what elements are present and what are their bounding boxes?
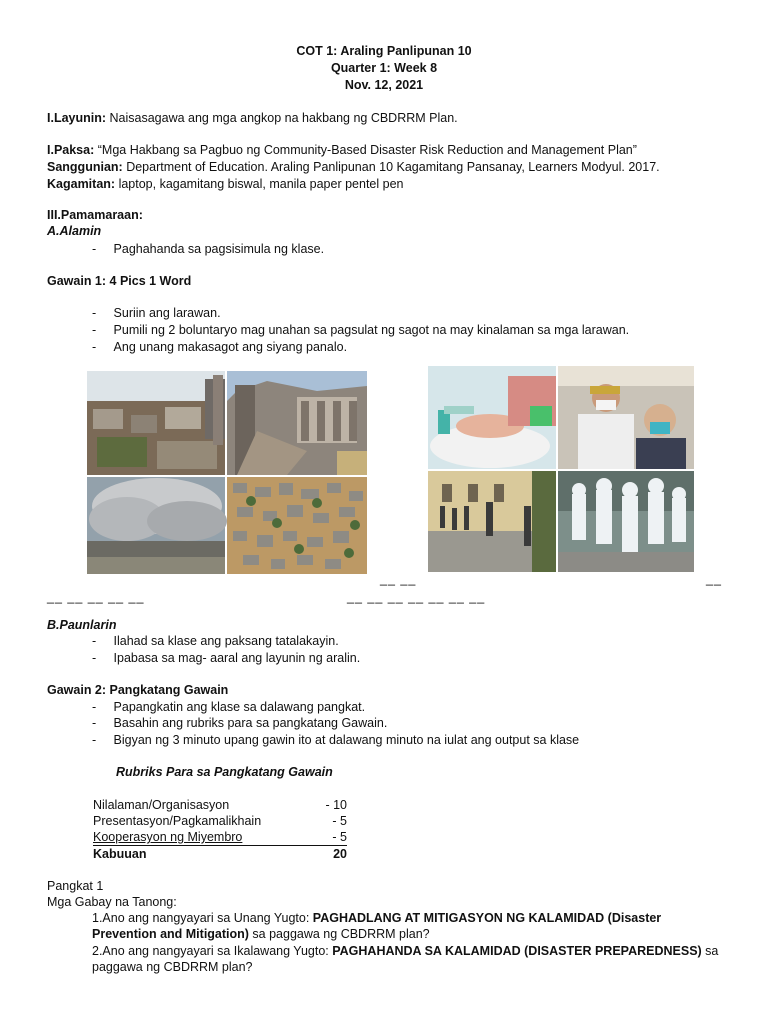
rubriks-row-label: Presentasyon/Pagkamalikhain xyxy=(93,814,262,828)
gawain1-item-text: Pumili ng 2 boluntaryo mag unahan sa pagsulat ng sagot na may kinalaman sa mga larawan. xyxy=(113,323,630,337)
paunlarin-item-text: Ilahad sa klase ang paksang tatalakayin. xyxy=(113,634,339,648)
pandemic-collage-image xyxy=(428,366,694,572)
gawain2-item-text: Papangkatin ang klase sa dalawang pangkat. xyxy=(113,700,366,714)
disaster-collage-image xyxy=(87,371,367,574)
pandemic-photo-collage xyxy=(428,366,694,572)
question-1-bold-cont: Prevention and Mitigation) xyxy=(92,927,249,941)
alamin-item-text: Paghahanda sa pagsisimula ng klase. xyxy=(113,242,325,256)
gawain1-item: - Pumili ng 2 boluntaryo mag unahan sa pagsulat ng sagot na may kinalaman sa mga larawan. xyxy=(92,323,630,337)
rubriks-row-value: - 5 xyxy=(332,830,347,844)
question-1-prefix: 1.Ano ang nangyayari sa Unang Yugto: xyxy=(92,911,313,925)
rubriks-total-value: 20 xyxy=(333,847,347,861)
rubriks-row-value: - 5 xyxy=(332,814,347,828)
gawain1-item-text: Ang unang makasagot ang siyang panalo. xyxy=(113,340,348,354)
alamin-item: - Paghahanda sa pagsisimula ng klase. xyxy=(92,242,325,256)
rubriks-row-value: - 10 xyxy=(325,798,347,812)
gawain1-item: - Suriin ang larawan. xyxy=(92,306,221,320)
question-1-cont xyxy=(92,927,430,941)
paksa-text: “Mga Hakbang sa Pagbuo ng Community-Based Disaster Risk Reduction and Management Plan” xyxy=(97,143,637,157)
rubriks-title: Rubriks Para sa Pangkatang Gawain xyxy=(116,765,333,779)
rubriks-total-label: Kabuuan xyxy=(93,847,147,861)
rubriks-row-label: Nilalaman/Organisasyon xyxy=(93,798,230,812)
header-title: COT 1: Araling Panlipunan 10 xyxy=(296,44,472,58)
gawain2-item: - Bigyan ng 3 minuto upang gawin ito at dalawang minuto na iulat ang output sa klase xyxy=(92,733,580,747)
gawain1-title: Gawain 1: 4 Pics 1 Word xyxy=(47,274,192,288)
rubriks-row-label: Kooperasyon ng Miyembro xyxy=(93,830,243,844)
question-2-cont: paggawa ng CBDRRM plan? xyxy=(92,960,253,974)
gawain2-item: - Papangkatin ang klase sa dalawang pangkat. xyxy=(92,700,366,714)
paunlarin-label: B.Paunlarin xyxy=(47,618,117,632)
question-2 xyxy=(92,944,718,958)
question-1-bold: PAGHADLANG AT MITIGASYON NG KALAMIDAD (Disaster xyxy=(312,911,662,925)
answer-blank-right-top[interactable]: __ __ xyxy=(380,572,417,586)
answer-blank-far-right[interactable]: __ xyxy=(706,572,722,586)
layunin-label: I.Layunin: xyxy=(47,111,107,125)
pangkat-subtitle: Mga Gabay na Tanong: xyxy=(47,895,177,909)
paksa-label: I.Paksa: xyxy=(47,143,95,157)
gawain2-item: - Basahin ang rubriks para sa pangkatang Gawain. xyxy=(92,716,388,730)
disaster-photo-collage xyxy=(87,371,367,574)
alamin-label: A.Alamin xyxy=(47,224,102,238)
question-2-bold: PAGHAHANDA SA KALAMIDAD (DISASTER PREPAREDNESS) xyxy=(332,944,702,958)
kagamitan-text: laptop, kagamitang biswal, manila paper pentel pen xyxy=(118,177,404,191)
question-1 xyxy=(92,911,661,925)
gawain2-item-text: Basahin ang rubriks para sa pangkatang Gawain. xyxy=(113,716,388,730)
kagamitan-line xyxy=(47,177,403,191)
paunlarin-item: - Ipabasa sa mag- aaral ang layunin ng aralin. xyxy=(92,651,361,665)
sanggunian-label: Sanggunian: xyxy=(47,160,123,174)
answer-blank-left[interactable]: __ __ __ __ __ xyxy=(47,590,145,604)
gawain2-title: Gawain 2: Pangkatang Gawain xyxy=(47,683,229,697)
rubriks-total-rule xyxy=(93,845,347,846)
gawain1-item-text: Suriin ang larawan. xyxy=(113,306,221,320)
paunlarin-item: - Ilahad sa klase ang paksang tatalakayin. xyxy=(92,634,339,648)
question-2-prefix: 2.Ano ang nangyayari sa Ikalawang Yugto: xyxy=(92,944,333,958)
sanggunian-text: Department of Education. Araling Panlipunan 10 Kagamitang Pansanay, Learners Modyul. 2017. xyxy=(126,160,660,174)
pamamaraan-title: III.Pamamaraan: xyxy=(47,208,143,222)
gawain2-item-text: Bigyan ng 3 minuto upang gawin ito at dalawang minuto na iulat ang output sa klase xyxy=(113,733,580,747)
paunlarin-item-text: Ipabasa sa mag- aaral ang layunin ng aralin. xyxy=(113,651,361,665)
question-1-suffix: sa paggawa ng CBDRRM plan? xyxy=(248,927,430,941)
answer-blank-middle[interactable]: __ __ __ __ __ __ __ xyxy=(347,590,486,604)
header-quarter: Quarter 1: Week 8 xyxy=(330,61,438,75)
pangkat-title: Pangkat 1 xyxy=(47,879,104,893)
kagamitan-label: Kagamitan: xyxy=(47,177,116,191)
layunin-text: Naisasagawa ang mga angkop na hakbang ng CBDRRM Plan. xyxy=(109,111,458,125)
question-2-suffix: sa xyxy=(701,944,719,958)
paksa-line xyxy=(47,143,637,157)
header-date: Nov. 12, 2021 xyxy=(344,78,424,92)
gawain1-item: - Ang unang makasagot ang siyang panalo. xyxy=(92,340,348,354)
sanggunian-line xyxy=(47,160,660,174)
layunin-line xyxy=(47,111,458,125)
